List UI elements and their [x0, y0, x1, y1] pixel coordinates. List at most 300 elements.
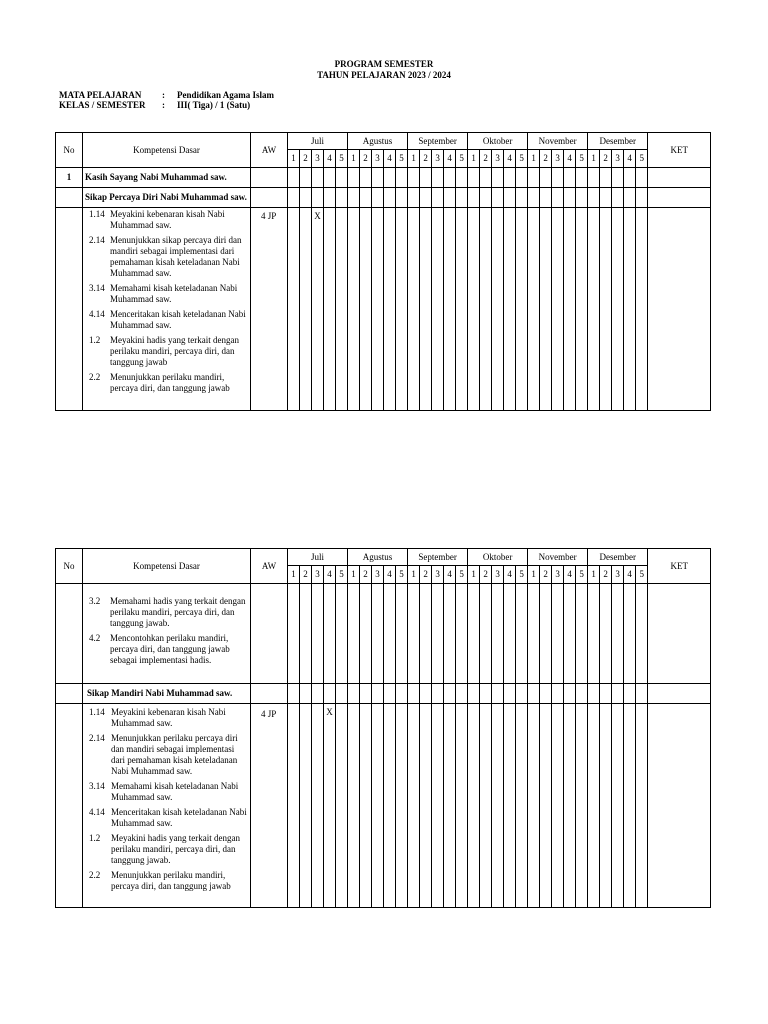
kd-text: Mencontohkan perilaku mandiri, percaya diri, dan tanggung jawab sebagai implementasi hadis.: [110, 633, 230, 665]
week-cell: [516, 188, 528, 208]
week-cell: [552, 584, 564, 684]
week-cell: [480, 684, 492, 704]
kd-item: [83, 335, 250, 368]
kd-item: [83, 870, 250, 892]
week-header: 2: [300, 150, 312, 168]
week-header: 4: [324, 566, 336, 584]
week-cell: [624, 684, 636, 704]
kd-number: 1.2: [89, 335, 101, 345]
month-header-desember: Desember: [588, 549, 648, 566]
week-cell: [444, 168, 456, 188]
week-cell: [552, 188, 564, 208]
week-header: 4: [564, 150, 576, 168]
week-cell: [468, 584, 480, 684]
week-cell: [636, 188, 648, 208]
week-header: 4: [504, 566, 516, 584]
week-cell: [468, 704, 480, 908]
week-cell: [468, 208, 480, 411]
week-header: 3: [372, 150, 384, 168]
week-cell: [384, 168, 396, 188]
week-cell: [564, 188, 576, 208]
kd-number: 3.2: [89, 596, 101, 606]
week-cell: [540, 168, 552, 188]
week-cell: [636, 168, 648, 188]
week-cell: [348, 168, 360, 188]
week-cell: [516, 704, 528, 908]
week-cell: [396, 168, 408, 188]
week-cell: [336, 704, 348, 908]
week-header: 5: [576, 150, 588, 168]
week-cell: [540, 684, 552, 704]
week-cell: [324, 208, 336, 411]
week-cell: [492, 208, 504, 411]
week-cell: [372, 684, 384, 704]
week-cell: [420, 188, 432, 208]
kd-number: 1.14: [89, 209, 105, 219]
week-header: 2: [600, 150, 612, 168]
kd-text: Menunjukkan sikap percaya diri dan mandiri sebagai implementasi dari pemahaman kisah keteladanan Nabi Muhammad saw.: [110, 235, 242, 278]
week-cell: [324, 168, 336, 188]
kd-number: 2.2: [89, 870, 101, 880]
chapter-title: Kasih Sayang Nabi Muhammad saw.: [83, 168, 251, 188]
week-cell: [564, 704, 576, 908]
week-cell: [636, 684, 648, 704]
week-cell: [564, 684, 576, 704]
week-cell: [384, 584, 396, 684]
week-cell: [576, 584, 588, 684]
week-cell: [492, 168, 504, 188]
kd-text: Meyakini kebenaran kisah Nabi Muhammad saw.: [111, 707, 226, 728]
week-cell: [540, 704, 552, 908]
week-header: 4: [624, 566, 636, 584]
week-cell: [456, 188, 468, 208]
week-cell: [420, 208, 432, 411]
week-cell: [624, 584, 636, 684]
col-no-header: No: [56, 133, 83, 168]
week-header: 5: [516, 566, 528, 584]
col-ket-header: KET: [648, 133, 711, 168]
week-cell: [516, 584, 528, 684]
week-header: 5: [456, 566, 468, 584]
week-cell: [312, 168, 324, 188]
week-cell: [288, 208, 300, 411]
week-cell: [588, 188, 600, 208]
section-title: Sikap Mandiri Nabi Muhammad saw.: [83, 684, 251, 704]
aw-value: 4 JP: [251, 208, 288, 411]
col-kd-header: Kompetensi Dasar: [83, 549, 251, 584]
week-cell: [360, 684, 372, 704]
week-header: 4: [504, 150, 516, 168]
week-cell: [612, 208, 624, 411]
week-cell: [576, 684, 588, 704]
week-cell: [552, 684, 564, 704]
week-cell: [456, 684, 468, 704]
kd-text: Meyakini hadis yang terkait dengan perilaku mandiri, percaya diri, dan tanggung jawab.: [111, 833, 240, 865]
col-aw-header: AW: [251, 133, 288, 168]
kd-number: 1.14: [89, 707, 105, 717]
week-cell: [432, 168, 444, 188]
week-cell: [492, 188, 504, 208]
month-header-agustus: Agustus: [348, 133, 408, 150]
week-cell: [516, 684, 528, 704]
kd-number: 4.14: [89, 309, 105, 319]
week-cell: [312, 704, 324, 908]
week-cell: [492, 684, 504, 704]
schedule-mark: X: [324, 704, 336, 908]
week-cell: [588, 168, 600, 188]
week-cell: [396, 584, 408, 684]
week-cell: [564, 208, 576, 411]
kd-text: Menunjukkan perilaku mandiri, percaya diri, dan tanggung jawab: [110, 372, 230, 393]
week-header: 3: [432, 566, 444, 584]
week-cell: [588, 208, 600, 411]
week-cell: [540, 208, 552, 411]
week-cell: [600, 188, 612, 208]
week-cell: [384, 684, 396, 704]
week-cell: [552, 168, 564, 188]
kd-item: [83, 209, 250, 231]
week-cell: [288, 684, 300, 704]
week-cell: [300, 704, 312, 908]
week-cell: [528, 684, 540, 704]
week-cell: [612, 684, 624, 704]
week-header: 3: [552, 566, 564, 584]
week-cell: [432, 584, 444, 684]
week-cell: [528, 704, 540, 908]
kd-list: [83, 208, 251, 411]
week-cell: [420, 168, 432, 188]
week-cell: [408, 684, 420, 704]
week-header: 3: [372, 566, 384, 584]
kd-item: [83, 283, 250, 305]
month-header-september: September: [408, 133, 468, 150]
col-kd-header: Kompetensi Dasar: [83, 133, 251, 168]
kd-item: [83, 781, 250, 803]
week-cell: [300, 168, 312, 188]
week-cell: [336, 208, 348, 411]
week-header: 3: [612, 150, 624, 168]
week-cell: [528, 168, 540, 188]
week-cell: [516, 168, 528, 188]
week-cell: [468, 168, 480, 188]
week-header: 4: [384, 566, 396, 584]
kd-item: [83, 596, 250, 629]
week-header: 3: [312, 150, 324, 168]
class-value: III( Tiga) / 1 (Satu): [177, 100, 251, 110]
week-cell: [588, 684, 600, 704]
week-cell: [444, 684, 456, 704]
week-cell: [624, 188, 636, 208]
week-cell: [420, 704, 432, 908]
week-header: 1: [528, 566, 540, 584]
week-cell: [552, 208, 564, 411]
academic-year: TAHUN PELAJARAN 2023 / 2024: [317, 70, 451, 80]
col-aw-header: AW: [251, 549, 288, 584]
week-cell: [444, 208, 456, 411]
week-cell: [360, 704, 372, 908]
week-header: 2: [540, 566, 552, 584]
month-header-oktober: Oktober: [468, 133, 528, 150]
week-header: 1: [408, 566, 420, 584]
week-cell: [360, 168, 372, 188]
week-cell: [468, 188, 480, 208]
kd-item: [83, 833, 250, 866]
week-cell: [600, 704, 612, 908]
col-no-header: No: [56, 549, 83, 584]
week-header: 1: [468, 566, 480, 584]
kd-text: Menceritakan kisah keteladanan Nabi Muhammad saw.: [111, 807, 247, 828]
week-cell: [384, 208, 396, 411]
week-cell: [444, 704, 456, 908]
week-header: 1: [468, 150, 480, 168]
week-cell: [600, 684, 612, 704]
week-header: 5: [456, 150, 468, 168]
week-cell: [420, 684, 432, 704]
week-cell: [336, 168, 348, 188]
week-cell: [600, 208, 612, 411]
week-cell: [504, 188, 516, 208]
week-cell: [636, 704, 648, 908]
subject-label: MATA PELAJARAN: [59, 90, 142, 100]
week-cell: [540, 188, 552, 208]
week-cell: [372, 188, 384, 208]
kd-list: [83, 704, 251, 908]
week-cell: [516, 208, 528, 411]
week-cell: [480, 188, 492, 208]
week-header: 3: [432, 150, 444, 168]
week-cell: [396, 208, 408, 411]
week-cell: [456, 704, 468, 908]
week-cell: [456, 168, 468, 188]
week-header: 1: [588, 566, 600, 584]
kd-item: [83, 707, 250, 729]
week-cell: [468, 684, 480, 704]
week-header: 2: [360, 150, 372, 168]
kd-continued-list: [83, 584, 251, 684]
kd-item: [83, 235, 250, 279]
week-cell: [408, 208, 420, 411]
week-cell: [480, 168, 492, 188]
month-header-juli: Juli: [288, 549, 348, 566]
week-cell: [612, 584, 624, 684]
week-header: 3: [492, 566, 504, 584]
week-cell: [504, 208, 516, 411]
week-cell: [636, 584, 648, 684]
week-header: 5: [396, 566, 408, 584]
week-cell: [432, 704, 444, 908]
week-cell: [312, 584, 324, 684]
week-cell: [420, 584, 432, 684]
week-cell: [408, 704, 420, 908]
week-cell: [384, 188, 396, 208]
kd-number: 3.14: [89, 781, 105, 791]
week-cell: [600, 168, 612, 188]
kd-number: 2.2: [89, 372, 101, 382]
week-header: 4: [624, 150, 636, 168]
week-cell: [528, 584, 540, 684]
week-cell: [576, 704, 588, 908]
kd-text: Menunjukkan perilaku percaya diri dan mandiri sebagai implementasi dari pemahaman kisah keteladanan Nabi Muhammad saw.: [111, 733, 238, 776]
week-header: 1: [348, 150, 360, 168]
week-cell: [492, 584, 504, 684]
week-cell: [624, 208, 636, 411]
month-header-agustus: Agustus: [348, 549, 408, 566]
week-header: 3: [492, 150, 504, 168]
kd-text: Meyakini kebenaran kisah Nabi Muhammad saw.: [110, 209, 225, 230]
week-header: 5: [576, 566, 588, 584]
week-cell: [624, 168, 636, 188]
week-cell: [408, 584, 420, 684]
subject-colon: :: [162, 90, 165, 100]
week-header: 1: [348, 566, 360, 584]
week-cell: [456, 208, 468, 411]
week-cell: [336, 584, 348, 684]
week-cell: [432, 684, 444, 704]
week-cell: [576, 188, 588, 208]
kd-text: Meyakini hadis yang terkait dengan perilaku mandiri, percaya diri, dan tanggung jawab: [110, 335, 239, 367]
month-header-september: September: [408, 549, 468, 566]
month-header-juli: Juli: [288, 133, 348, 150]
week-cell: [300, 584, 312, 684]
week-cell: [504, 704, 516, 908]
kd-item: [83, 372, 250, 394]
week-header: 1: [288, 566, 300, 584]
week-header: 3: [312, 566, 324, 584]
week-cell: [324, 584, 336, 684]
week-header: 5: [396, 150, 408, 168]
kd-number: 3.14: [89, 283, 105, 293]
week-header: 4: [564, 566, 576, 584]
week-cell: [372, 704, 384, 908]
week-header: 2: [420, 566, 432, 584]
week-cell: [588, 704, 600, 908]
kd-number: 1.2: [89, 833, 101, 843]
week-cell: [372, 584, 384, 684]
kd-text: Menunjukkan perilaku mandiri, percaya diri, dan tanggung jawab: [111, 870, 231, 891]
week-header: 2: [420, 150, 432, 168]
month-header-oktober: Oktober: [468, 549, 528, 566]
week-cell: [288, 704, 300, 908]
schedule-mark: X: [312, 208, 324, 411]
kd-item: [83, 733, 250, 777]
week-header: 5: [516, 150, 528, 168]
kd-text: Memahami kisah keteladanan Nabi Muhammad saw.: [110, 283, 238, 304]
week-header: 3: [612, 566, 624, 584]
week-cell: [396, 684, 408, 704]
week-cell: [432, 208, 444, 411]
week-cell: [492, 704, 504, 908]
week-cell: [540, 584, 552, 684]
kd-item: [83, 309, 250, 331]
week-cell: [360, 208, 372, 411]
week-cell: [456, 584, 468, 684]
chapter-number: 1: [56, 168, 83, 188]
week-cell: [612, 704, 624, 908]
week-cell: [564, 584, 576, 684]
kd-text: Memahami kisah keteladanan Nabi Muhammad saw.: [111, 781, 239, 802]
week-cell: [552, 704, 564, 908]
week-header: 2: [300, 566, 312, 584]
week-cell: [612, 168, 624, 188]
week-cell: [408, 188, 420, 208]
kd-item: [83, 807, 250, 829]
week-cell: [444, 188, 456, 208]
class-colon: :: [162, 100, 165, 110]
week-header: 5: [336, 566, 348, 584]
week-cell: [300, 684, 312, 704]
week-cell: [312, 684, 324, 704]
week-header: 1: [528, 150, 540, 168]
week-header: 2: [480, 150, 492, 168]
week-header: 5: [336, 150, 348, 168]
month-header-november: November: [528, 133, 588, 150]
week-cell: [432, 188, 444, 208]
week-cell: [312, 188, 324, 208]
class-label: KELAS / SEMESTER: [59, 100, 146, 110]
week-header: 4: [444, 566, 456, 584]
program-table-2: [55, 548, 711, 908]
kd-item: [83, 633, 250, 666]
week-cell: [504, 168, 516, 188]
week-header: 1: [288, 150, 300, 168]
week-cell: [348, 584, 360, 684]
week-cell: [576, 208, 588, 411]
week-header: 1: [588, 150, 600, 168]
week-cell: [396, 188, 408, 208]
week-cell: [336, 684, 348, 704]
week-cell: [636, 208, 648, 411]
month-header-desember: Desember: [588, 133, 648, 150]
week-cell: [480, 208, 492, 411]
week-cell: [348, 684, 360, 704]
week-header: 4: [324, 150, 336, 168]
kd-number: 2.14: [89, 235, 105, 245]
week-cell: [480, 584, 492, 684]
week-header: 1: [408, 150, 420, 168]
week-cell: [612, 188, 624, 208]
week-cell: [348, 704, 360, 908]
week-header: 5: [636, 566, 648, 584]
week-header: 4: [444, 150, 456, 168]
kd-number: 2.14: [89, 733, 105, 743]
week-cell: [372, 208, 384, 411]
week-cell: [600, 584, 612, 684]
week-cell: [348, 208, 360, 411]
col-ket-header: KET: [648, 549, 711, 584]
week-cell: [528, 188, 540, 208]
document-title: PROGRAM SEMESTER: [334, 59, 434, 69]
week-header: 2: [480, 566, 492, 584]
week-header: 2: [540, 150, 552, 168]
week-cell: [288, 584, 300, 684]
week-cell: [288, 188, 300, 208]
week-header: 5: [636, 150, 648, 168]
week-header: 2: [360, 566, 372, 584]
week-cell: [348, 188, 360, 208]
week-cell: [384, 704, 396, 908]
week-header: 3: [552, 150, 564, 168]
week-cell: [300, 188, 312, 208]
aw-value: 4 JP: [251, 704, 288, 908]
program-table-1: [55, 132, 711, 411]
week-cell: [444, 584, 456, 684]
week-cell: [372, 168, 384, 188]
month-header-november: November: [528, 549, 588, 566]
week-cell: [504, 584, 516, 684]
week-cell: [324, 188, 336, 208]
week-cell: [528, 208, 540, 411]
week-cell: [336, 188, 348, 208]
